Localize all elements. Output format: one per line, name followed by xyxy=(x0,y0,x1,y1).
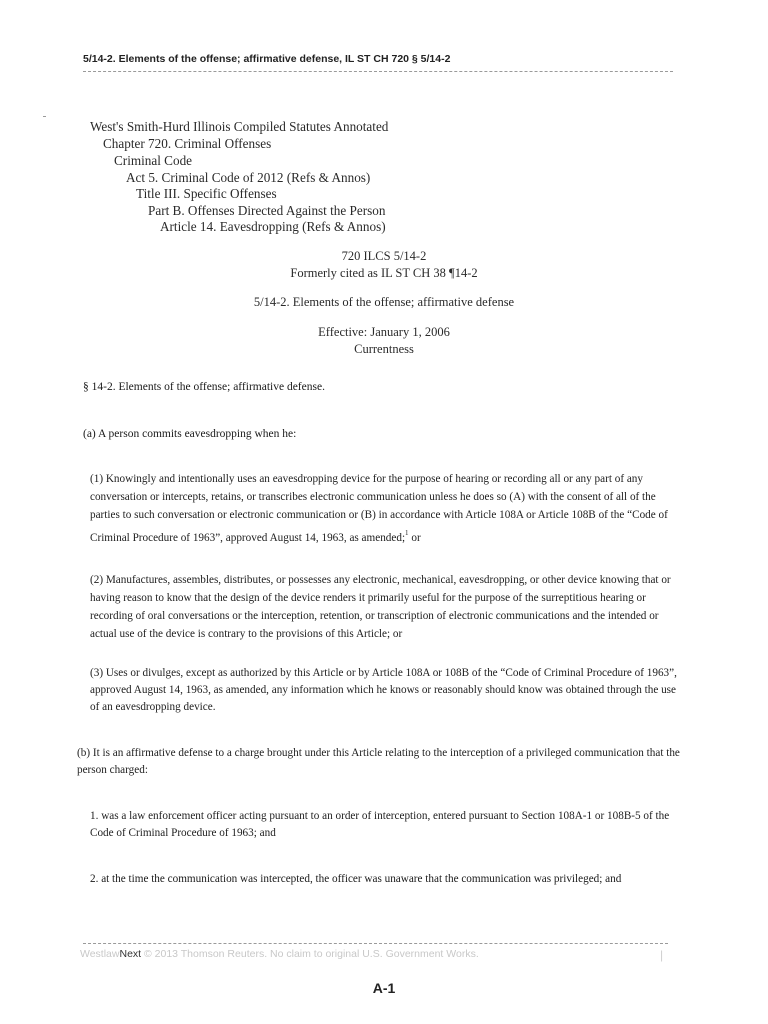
currentness-label: Currentness xyxy=(354,342,414,356)
hierarchy-title: Title III. Specific Offenses xyxy=(136,186,277,201)
subsection-a-item-2: (2) Manufactures, assembles, distributes, or possesses any electronic, mechanical, eavesdropping, or other device knowing that or having reason to know that the design of the device renders it primarily useful for the purpose of the surreptitious hearing or recording of oral conversations or the interception, retention, or transcription of electronic communications and the intended or actual use of the device is contrary to the provisions of this Article; or xyxy=(90,574,671,640)
footer-rule xyxy=(83,943,668,944)
footer-copyright-line xyxy=(80,948,479,960)
document-header-title: 5/14-2. Elements of the offense; affirmative defense, IL ST CH 720 § 5/14-2 xyxy=(83,53,451,65)
subsection-a-item-3: (3) Uses or divulges, except as authorized by this Article or by Article 108A or 108B of the “Code of Criminal Procedure of 1963”, approved August 14, 1963, as amended, any information which he knows or reasonably should know was obtained through the use of an eavesdropping device. xyxy=(90,667,677,713)
item-1-tail: or xyxy=(411,532,421,544)
footer-divider: | xyxy=(660,948,664,962)
footer-brand-next: Next xyxy=(119,948,142,960)
header-rule xyxy=(83,71,673,72)
hierarchy-chapter: Chapter 720. Criminal Offenses xyxy=(103,136,272,151)
citation-ilcs: 720 ILCS 5/14-2 xyxy=(341,249,427,263)
effective-date: Effective: January 1, 2006 xyxy=(318,325,450,339)
hierarchy-part: Part B. Offenses Directed Against the Person xyxy=(148,203,386,218)
subsection-b-item-1: 1. was a law enforcement officer acting pursuant to an order of interception, entered pursuant to Section 108A-1 or 108B-5 of the Code of Criminal Procedure of 1963; and xyxy=(90,810,670,839)
footnote-marker[interactable]: 1 xyxy=(405,529,409,537)
hierarchy-article: Article 14. Eavesdropping (Refs & Annos) xyxy=(160,219,386,234)
section-title: 5/14-2. Elements of the offense; affirmative defense xyxy=(253,295,515,309)
item-1-text: (1) Knowingly and intentionally uses an eavesdropping device for the purpose of hearing or recording all or any part of any conversation or intercepts, retains, or transcribes electronic communication unless he does so (A) with the consent of all of the parties to such conversation or electronic communication or (B) in accordance with Article 108A or Article 108B of the “Code of Criminal Procedure of 1963”, approved August 14, 1963, as amended; xyxy=(90,473,668,544)
citation-formerly: Formerly cited as IL ST CH 38 ¶14-2 xyxy=(290,266,478,280)
margin-mark xyxy=(43,116,46,117)
hierarchy-compilation: West's Smith-Hurd Illinois Compiled Statutes Annotated xyxy=(90,119,389,134)
subsection-a-item-1 xyxy=(90,470,680,547)
subsection-b-intro: (b) It is an affirmative defense to a charge brought under this Article relating to the interception of a privileged communication that the person charged: xyxy=(77,747,680,776)
footer-copyright: © 2013 Thomson Reuters. No claim to original U.S. Government Works. xyxy=(144,948,479,960)
section-heading: § 14-2. Elements of the offense; affirmative defense. xyxy=(83,381,325,393)
hierarchy-act: Act 5. Criminal Code of 2012 (Refs & Annos) xyxy=(126,170,371,185)
hierarchy-code: Criminal Code xyxy=(114,153,193,168)
footer-brand-prefix: Westlaw xyxy=(80,948,120,960)
subsection-a-intro: (a) A person commits eavesdropping when he: xyxy=(83,428,297,440)
page-number: A-1 xyxy=(372,980,396,996)
subsection-b-item-2: 2. at the time the communication was intercepted, the officer was unaware that the communication was privileged; and xyxy=(90,873,622,885)
